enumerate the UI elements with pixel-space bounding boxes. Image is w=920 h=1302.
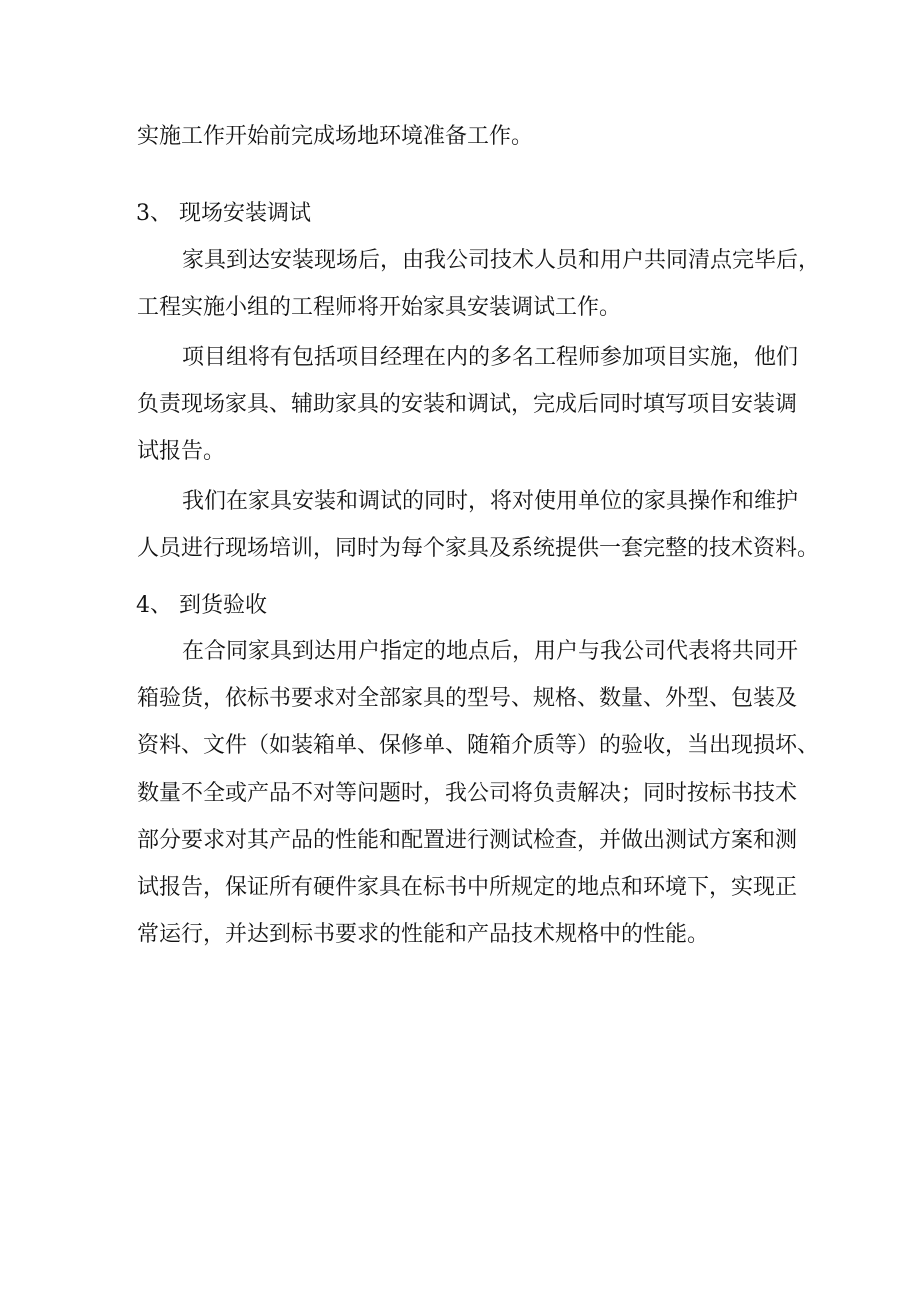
paragraph-line: 资料、文件（如装箱单、保修单、随箱介质等）的验收，当出现损坏、 [137, 733, 820, 758]
paragraph-line: 我们在家具安装和调试的同时，将对使用单位的家具操作和维护 [182, 489, 799, 514]
paragraph-line: 家具到达安装现场后，由我公司技术人员和用户共同清点完毕后， [182, 248, 821, 273]
paragraph-line: 负责现场家具、辅助家具的安装和调试，完成后同时填写项目安装调 [137, 392, 798, 417]
paragraph-line: 部分要求对其产品的性能和配置进行测试检查，并做出测试方案和测 [137, 828, 798, 853]
paragraph-line: 实施工作开始前完成场地环境准备工作。 [137, 124, 534, 149]
paragraph-line: 试报告，保证所有硬件家具在标书中所规定的地点和环境下，实现正 [137, 875, 798, 900]
paragraph-line: 数量不全或产品不对等问题时，我公司将负责解决；同时按标书技术 [137, 781, 798, 806]
paragraph-line: 常运行，并达到标书要求的性能和产品技术规格中的性能。 [137, 922, 710, 947]
paragraph-line: 项目组将有包括项目经理在内的多名工程师参加项目实施，他们 [182, 345, 799, 370]
paragraph-line: 人员进行现场培训，同时为每个家具及系统提供一套完整的技术资料。 [137, 536, 820, 561]
section-heading-4: 4、 到货验收 [136, 593, 267, 618]
paragraph-line: 工程实施小组的工程师将开始家具安装调试工作。 [137, 295, 622, 320]
paragraph-line: 箱验货，依标书要求对全部家具的型号、规格、数量、外型、包装及 [137, 686, 798, 711]
paragraph-line: 在合同家具到达用户指定的地点后，用户与我公司代表将共同开 [182, 639, 799, 664]
section-heading-3: 3、 现场安装调试 [136, 201, 311, 226]
paragraph-line: 试报告。 [137, 439, 226, 464]
